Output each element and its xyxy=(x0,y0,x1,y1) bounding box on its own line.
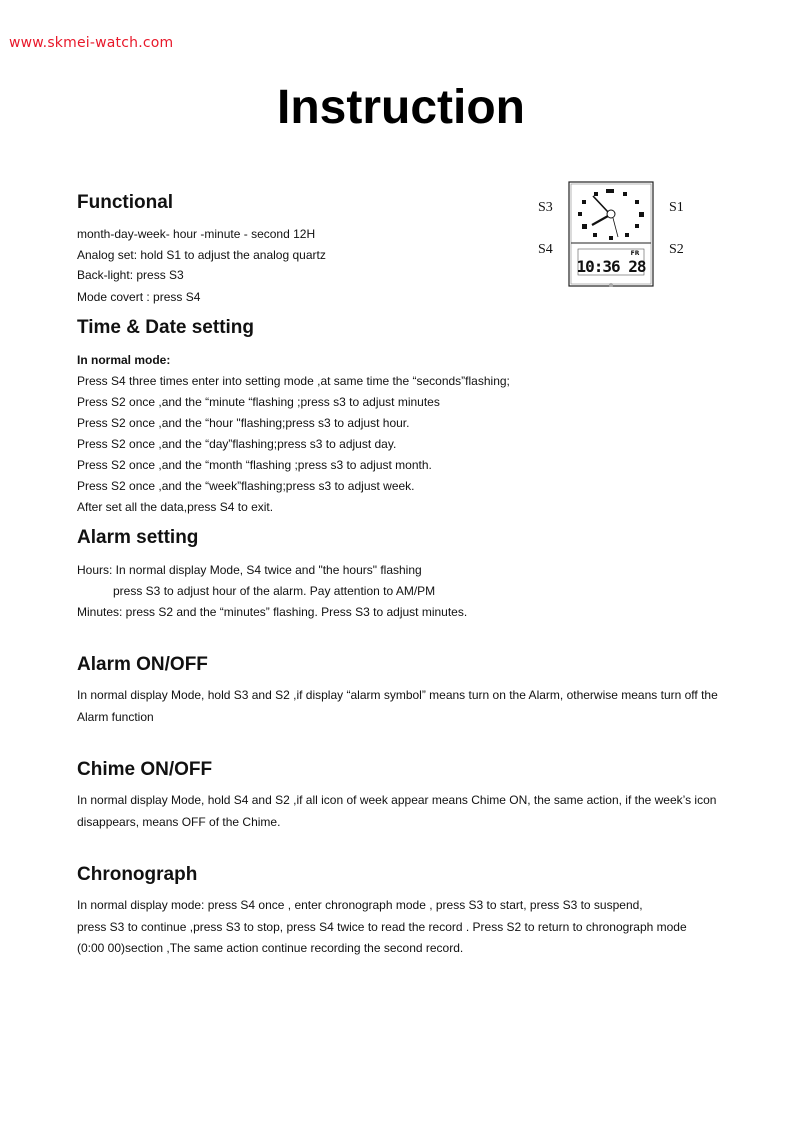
button-label-s2: S2 xyxy=(669,242,684,257)
alarm-onoff-line: In normal display Mode, hold S3 and S2 ,if display “alarm symbol” means turn on the Alarm, otherwise means turn off the xyxy=(77,688,718,702)
chrono-line: (0:00 00)section ,The same action continue recording the second record. xyxy=(77,941,464,955)
functional-heading: Functional xyxy=(77,192,174,213)
crown-icon xyxy=(609,283,613,287)
alarm-onoff-heading: Alarm ON/OFF xyxy=(77,654,208,675)
chrono-line: In normal display mode: press S4 once , enter chronograph mode , press S3 to start, press S3 to suspend, xyxy=(77,898,643,912)
alarm-line: press S3 to adjust hour of the alarm. Pay attention to AM/PM xyxy=(113,584,436,598)
time-date-line: Press S2 once ,and the “month “flashing ;press s3 to adjust month. xyxy=(77,458,432,472)
digital-time: 10:36 28 xyxy=(576,257,646,276)
chime-line: In normal display Mode, hold S4 and S2 ,if all icon of week appear means Chime ON, the same action, if the week’s icon xyxy=(77,793,717,807)
time-date-line: Press S2 once ,and the “week”flashing;press s3 to adjust week. xyxy=(77,479,415,493)
alarm-line: Minutes: press S2 and the “minutes” flashing. Press S3 to adjust minutes. xyxy=(77,605,468,619)
watch-diagram xyxy=(568,181,654,287)
button-label-s3: S3 xyxy=(538,200,553,215)
time-date-line: Press S2 once ,and the “minute “flashing ;press s3 to adjust minutes xyxy=(77,395,440,409)
time-date-line: After set all the data,press S4 to exit. xyxy=(77,500,274,514)
chrono-heading: Chronograph xyxy=(77,864,198,885)
alarm-line: Hours: In normal display Mode, S4 twice and "the hours" flashing xyxy=(77,563,422,577)
time-date-line: Press S4 three times enter into setting mode ,at same time the “seconds”flashing; xyxy=(77,374,510,388)
alarm-onoff-line: Alarm function xyxy=(77,710,154,724)
functional-line: Back-light: press S3 xyxy=(77,268,184,282)
time-date-line: Press S2 once ,and the “hour "flashing;press s3 to adjust hour. xyxy=(77,416,410,430)
button-label-s1: S1 xyxy=(669,200,684,215)
time-date-line: Press S2 once ,and the “day”flashing;press s3 to adjust day. xyxy=(77,437,397,451)
time-date-heading: Time & Date setting xyxy=(77,317,255,338)
time-date-mode: In normal mode: xyxy=(77,353,171,367)
site-url[interactable]: www.skmei-watch.com xyxy=(9,35,174,51)
functional-line: Mode covert : press S4 xyxy=(77,290,201,304)
chime-line: disappears, means OFF of the Chime. xyxy=(77,815,281,829)
functional-line: Analog set: hold S1 to adjust the analog quartz xyxy=(77,248,326,262)
chime-heading: Chime ON/OFF xyxy=(77,759,213,780)
digital-day-label: FR xyxy=(630,250,640,257)
chrono-line: press S3 to continue ,press S3 to stop, press S4 twice to read the record . Press S2 to return to chronograph mode xyxy=(77,920,687,934)
button-label-s4: S4 xyxy=(538,242,553,257)
alarm-heading: Alarm setting xyxy=(77,527,199,548)
page-title: Instruction xyxy=(277,81,525,134)
functional-line: month-day-week- hour -minute - second 12H xyxy=(77,227,316,241)
